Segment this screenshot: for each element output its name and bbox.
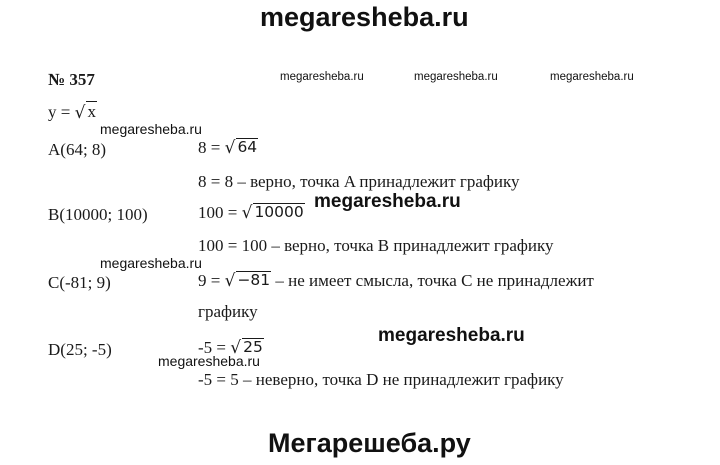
point-b-equation — [198, 203, 305, 223]
sqrt-icon: √ — [241, 203, 253, 223]
point-b-conclusion: 100 = 100 – верно, точка B принадлежит графику — [198, 236, 554, 255]
watermark-before-d-line: megaresheba.ru — [158, 353, 260, 369]
point-b-radicand: 10000 — [254, 203, 304, 222]
watermark-before-c: megaresheba.ru — [100, 255, 202, 271]
function-radicand: x — [87, 102, 96, 121]
sqrt-icon: √ — [224, 138, 236, 158]
point-c-eq-lhs: 9 = — [198, 271, 225, 290]
point-c-label: C(-81; 9) — [48, 273, 111, 292]
problem-number: № 357 — [48, 70, 95, 89]
watermark-middle: megaresheba.ru — [378, 325, 525, 346]
watermark-top-3: megaresheba.ru — [550, 71, 634, 83]
point-a-eq-lhs: 8 = — [198, 138, 225, 157]
point-b-label: B(10000; 100) — [48, 205, 148, 224]
point-c-sqrt — [225, 271, 272, 290]
point-d-conclusion: -5 = 5 – неверно, точка D не принадлежит графику — [198, 370, 564, 389]
point-b-sqrt — [242, 203, 305, 222]
sqrt-icon: √ — [74, 102, 86, 123]
watermark-under-y: megaresheba.ru — [100, 121, 202, 137]
point-a-conclusion: 8 = 8 – верно, точка A принадлежит графику — [198, 172, 520, 191]
watermark-top-2: megaresheba.ru — [414, 71, 498, 83]
watermark-top-1: megaresheba.ru — [280, 71, 364, 83]
point-a-sqrt — [225, 138, 259, 157]
point-d-eq-lhs: -5 = — [198, 338, 231, 357]
point-b-eq-lhs: 100 = — [198, 203, 242, 222]
function-lhs: y = — [48, 102, 75, 122]
sqrt-icon: √ — [230, 338, 242, 358]
point-a-equation — [198, 138, 258, 158]
point-a-label: A(64; 8) — [48, 140, 107, 159]
sqrt-x — [75, 101, 97, 122]
function-definition — [48, 101, 97, 123]
point-c-conclusion: графику — [198, 302, 258, 321]
header-watermark: megaresheba.ru — [260, 2, 469, 32]
point-c-eq-rest: – не имеет смысла, точка C не принадлежит — [271, 271, 594, 290]
point-d-radicand: 25 — [243, 338, 263, 357]
point-c-equation — [198, 271, 594, 291]
point-a-radicand: 64 — [237, 138, 258, 157]
watermark-after-b: megaresheba.ru — [314, 191, 461, 212]
point-c-radicand: −81 — [237, 271, 271, 290]
point-d-label: D(25; -5) — [48, 340, 112, 359]
footer-watermark: Мегарешеба.ру — [268, 428, 471, 458]
sqrt-icon: √ — [224, 271, 236, 291]
